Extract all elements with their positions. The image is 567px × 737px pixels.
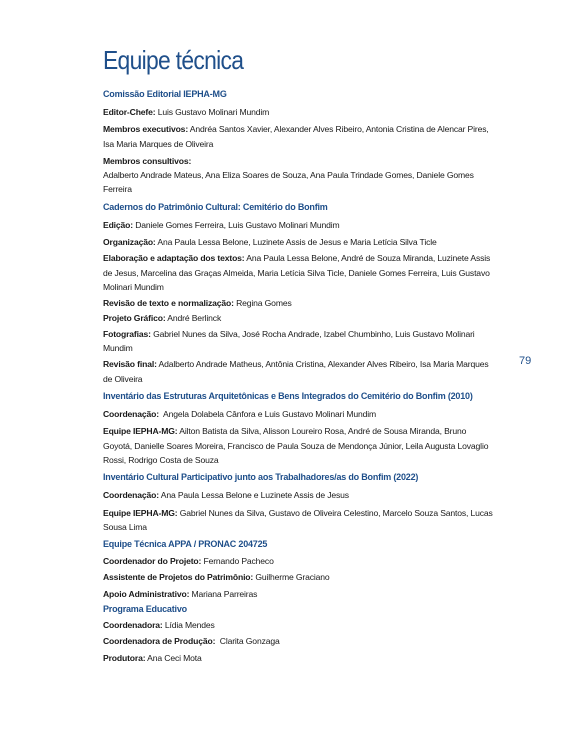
credit-names: Gabriel Nunes da Silva, Gustavo de Oliveira Celestino, Marcelo Souza Santos, Lucas Sousa Lima bbox=[103, 507, 493, 532]
credit-names: Angela Dolabela Cânfora e Luis Gustavo Molinari Mundim bbox=[158, 409, 377, 420]
section-cadernos bbox=[103, 201, 493, 386]
credit-item bbox=[103, 235, 493, 249]
credit-names: Ailton Batista da Silva, Alisson Loureiro Rosa, André de Sousa Miranda, Bruno Goyotá, Danielle Soares Moreira, Francisco de Paula Souza de Mendonça Júnior, Leila Augusta Lovaglio Rossi, Rodrigo Costa de Souza bbox=[103, 426, 489, 465]
credit-item bbox=[103, 570, 493, 584]
credit-item bbox=[103, 651, 493, 665]
credit-item bbox=[103, 251, 493, 294]
credit-role: Apoio Administrativo: bbox=[103, 588, 190, 599]
credit-role: Projeto Gráfico: bbox=[103, 312, 166, 323]
credit-role: Coordenação: bbox=[103, 490, 159, 501]
credit-item bbox=[103, 296, 493, 310]
page-title: Equipe técnica bbox=[103, 45, 244, 75]
credit-names: Adalberto Andrade Matheus, Antônia Cristina, Alexander Alves Ribeiro, Isa Maria Marques de Oliveira bbox=[103, 359, 489, 384]
credit-item bbox=[103, 587, 493, 601]
credit-role: Editor-Chefe: bbox=[103, 107, 156, 117]
credit-names: Clarita Gonzaga bbox=[215, 636, 280, 647]
page-number: 79 bbox=[519, 355, 532, 367]
section-heading: Inventário Cultural Participativo junto aos Trabalhadores/as do Bonfim (2022) bbox=[103, 472, 419, 483]
credit-role: Coordenação: bbox=[103, 409, 159, 420]
credit-item bbox=[103, 311, 493, 325]
credit-item bbox=[103, 554, 493, 568]
section-heading: Comissão Editorial IEPHA-MG bbox=[103, 89, 227, 99]
credit-item bbox=[103, 634, 493, 648]
credit-role: Edição: bbox=[103, 219, 133, 230]
credit-item bbox=[103, 618, 493, 632]
credit-item bbox=[103, 327, 493, 356]
section-heading: Cadernos do Patrimônio Cultural: Cemitério do Bonfim bbox=[103, 201, 328, 212]
credit-role: Coordenadora de Produção: bbox=[103, 636, 216, 647]
credit-role: Fotografias: bbox=[103, 328, 151, 339]
section-comissao-editorial bbox=[103, 88, 493, 197]
credit-names: Andréa Santos Xavier, Alexander Alves Ribeiro, Antonia Cristina de Alencar Pires, Isa Maria Marques de Oliveira bbox=[103, 124, 489, 149]
section-heading: Programa Educativo bbox=[103, 604, 187, 615]
section-programa-educativo bbox=[103, 603, 493, 665]
section-inventario-2022 bbox=[103, 471, 493, 534]
section-inventario-2010 bbox=[103, 390, 493, 467]
credit-names: Guilherme Graciano bbox=[253, 572, 330, 583]
credit-item bbox=[103, 122, 493, 151]
credit-role: Membros executivos: bbox=[103, 124, 189, 135]
credit-role: Revisão final: bbox=[103, 359, 157, 370]
credit-item bbox=[103, 357, 493, 386]
credit-role: Equipe IEPHA-MG: bbox=[103, 426, 178, 437]
credit-names: Ana Paula Lessa Belone, Luzinete Assis de Jesus e Maria Letícia Silva Ticle bbox=[155, 237, 437, 248]
credit-names: Daniele Gomes Ferreira, Luis Gustavo Molinari Mundim bbox=[133, 219, 340, 230]
credit-names: Ana Paula Lessa Belone e Luzinete Assis de Jesus bbox=[158, 490, 349, 501]
credit-names: Regina Gomes bbox=[233, 298, 292, 309]
credit-role: Produtora: bbox=[103, 652, 146, 663]
section-heading: Inventário das Estruturas Arquitetônicas e Bens Integrados do Cemitério do Bonfim (2010) bbox=[103, 391, 473, 402]
credit-item bbox=[103, 154, 493, 197]
credit-names: André Berlinck bbox=[165, 312, 222, 323]
section-appa-pronac bbox=[103, 538, 493, 601]
credits-page bbox=[103, 40, 493, 665]
credit-role: Coordenador do Projeto: bbox=[103, 556, 202, 567]
credit-item bbox=[103, 218, 493, 232]
credit-names: Mariana Parreiras bbox=[189, 588, 258, 599]
credit-item bbox=[103, 424, 493, 467]
credit-names: Ana Paula Lessa Belone, André de Souza Miranda, Luzinete Assis de Jesus, Marcelina das Graças Almeida, Maria Letícia Silva Ticle, Daniele Gomes Ferreira, Luis Gustavo Molinari Mundim bbox=[103, 253, 491, 292]
credit-item bbox=[103, 488, 493, 502]
credit-role: Organização: bbox=[103, 237, 156, 248]
section-heading: Equipe Técnica APPA / PRONAC 204725 bbox=[103, 539, 268, 550]
credit-names: Adalberto Andrade Mateus, Ana Eliza Soares de Souza, Ana Paula Trindade Gomes, Daniele Gomes Ferreira bbox=[103, 170, 474, 195]
credit-names: Luis Gustavo Molinari Mundim bbox=[155, 107, 270, 117]
credit-item bbox=[103, 506, 493, 535]
credit-names: Ana Ceci Mota bbox=[145, 652, 202, 663]
credit-item bbox=[103, 105, 493, 119]
credit-role: Equipe IEPHA-MG: bbox=[103, 507, 178, 518]
credit-role: Membros consultivos: bbox=[103, 155, 192, 166]
credit-names: Fernando Pacheco bbox=[201, 556, 274, 567]
credit-item bbox=[103, 407, 493, 421]
credit-names: Lídia Mendes bbox=[162, 620, 215, 631]
credit-role: Revisão de texto e normalização: bbox=[103, 298, 234, 309]
credit-role: Assistente de Projetos do Patrimônio: bbox=[103, 572, 254, 583]
credit-role: Elaboração e adaptação dos textos: bbox=[103, 253, 245, 264]
credit-names: Gabriel Nunes da Silva, José Rocha Andrade, Izabel Chumbinho, Luis Gustavo Molinari Mundim bbox=[103, 328, 475, 354]
credit-role: Coordenadora: bbox=[103, 620, 163, 631]
